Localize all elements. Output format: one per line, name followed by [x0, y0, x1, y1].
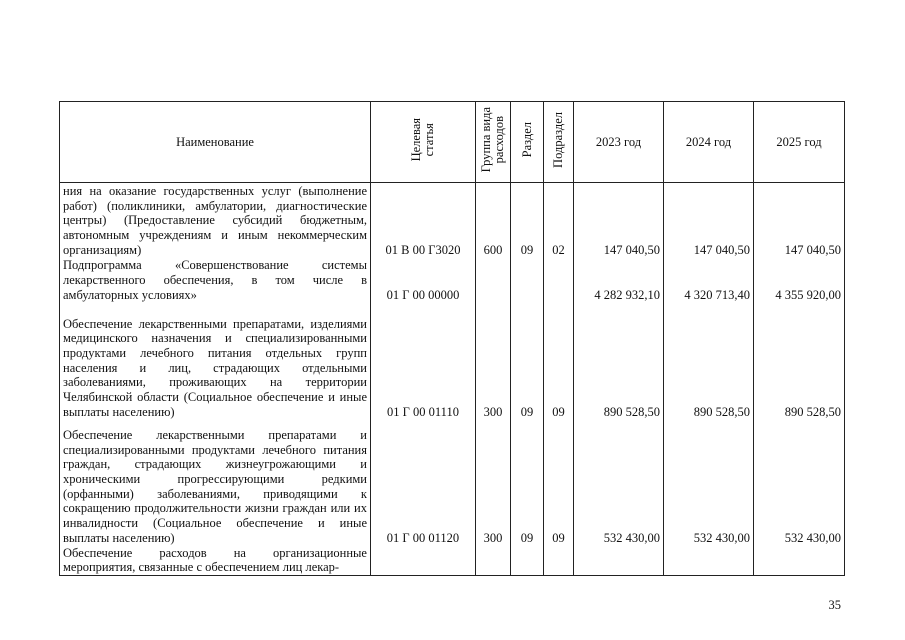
row-expense-group: [476, 546, 511, 576]
row-target-article: 01 В 00 Г3020: [371, 183, 476, 258]
table-row: [60, 303, 845, 420]
header-year-2024: 2024 год: [664, 102, 754, 183]
row-value-2025: [754, 546, 845, 576]
row-expense-group: 300: [476, 303, 511, 420]
row-value-2024: 4 320 713,40: [664, 258, 754, 303]
header-name: Наименование: [60, 102, 371, 183]
row-value-2025: 147 040,50: [754, 183, 845, 258]
table-row: [60, 420, 845, 546]
row-subsection: [544, 258, 574, 303]
row-target-article: 01 Г 00 00000: [371, 258, 476, 303]
row-expense-group: 600: [476, 183, 511, 258]
row-value-2023: 532 430,00: [574, 420, 664, 546]
table-row: [60, 546, 845, 576]
header-expense-group: Группа вида расходов: [476, 102, 511, 183]
budget-table: [59, 101, 845, 576]
row-target-article: 01 Г 00 01120: [371, 420, 476, 546]
page-number: 35: [828, 598, 841, 612]
header-year-2023: 2023 год: [574, 102, 664, 183]
row-value-2024: 147 040,50: [664, 183, 754, 258]
table-header: [60, 102, 845, 183]
header-year-2025: 2025 год: [754, 102, 845, 183]
row-value-2023: 4 282 932,10: [574, 258, 664, 303]
row-section: 09: [511, 303, 544, 420]
row-expense-group: [476, 258, 511, 303]
row-value-2024: [664, 546, 754, 576]
table-row: [60, 258, 845, 303]
row-section: 09: [511, 420, 544, 546]
row-value-2025: 890 528,50: [754, 303, 845, 420]
row-section: [511, 258, 544, 303]
row-value-2025: 4 355 920,00: [754, 258, 845, 303]
row-section: 09: [511, 183, 544, 258]
row-name: Обеспечение лекарственными препаратами и специализированными продуктами лечебного питания граждан, страдающих жизнеугрожающими и хроническими прогрессирующими редкими (орфанными) заболеваниями, приводящими к сокращению продолжительности жизни граждан или их инвалидности (Социальное обеспечение и иные выплаты населению): [60, 420, 371, 546]
row-expense-group: 300: [476, 420, 511, 546]
row-value-2024: 890 528,50: [664, 303, 754, 420]
header-section: Раздел: [511, 102, 544, 183]
table-body: [60, 183, 845, 576]
header-subsection: Подраздел: [544, 102, 574, 183]
row-value-2023: [574, 546, 664, 576]
row-name: Обеспечение расходов на организационные мероприятия, связанные с обеспечением лиц лекар-: [60, 546, 371, 576]
row-section: [511, 546, 544, 576]
table-row: [60, 183, 845, 258]
row-name: Обеспечение лекарственными препаратами, изделиями медицинского назначения и специализированными продуктами лечебного питания отдельных групп населения и лиц, страдающих отдельными заболеваниями, проживающих на территории Челябинской области (Социальное обеспечение и иные выплаты населению): [60, 303, 371, 420]
header-target-article: Целевая статья: [371, 102, 476, 183]
row-subsection: 09: [544, 420, 574, 546]
row-subsection: 09: [544, 303, 574, 420]
row-value-2024: 532 430,00: [664, 420, 754, 546]
row-target-article: 01 Г 00 01110: [371, 303, 476, 420]
row-name: Подпрограмма «Совершенствование системы лекарственного обеспечения, в том числе в амбулаторных условиях»: [60, 258, 371, 303]
row-value-2023: 890 528,50: [574, 303, 664, 420]
row-subsection: 02: [544, 183, 574, 258]
row-target-article: [371, 546, 476, 576]
row-value-2023: 147 040,50: [574, 183, 664, 258]
row-subsection: [544, 546, 574, 576]
row-name: ния на оказание государственных услуг (выполнение работ) (поликлиники, амбулатории, диагностические центры) (Предоставление субсидий бюджетным, автономным учреждениям и иным некоммерческим организациям): [60, 183, 371, 258]
row-value-2025: 532 430,00: [754, 420, 845, 546]
